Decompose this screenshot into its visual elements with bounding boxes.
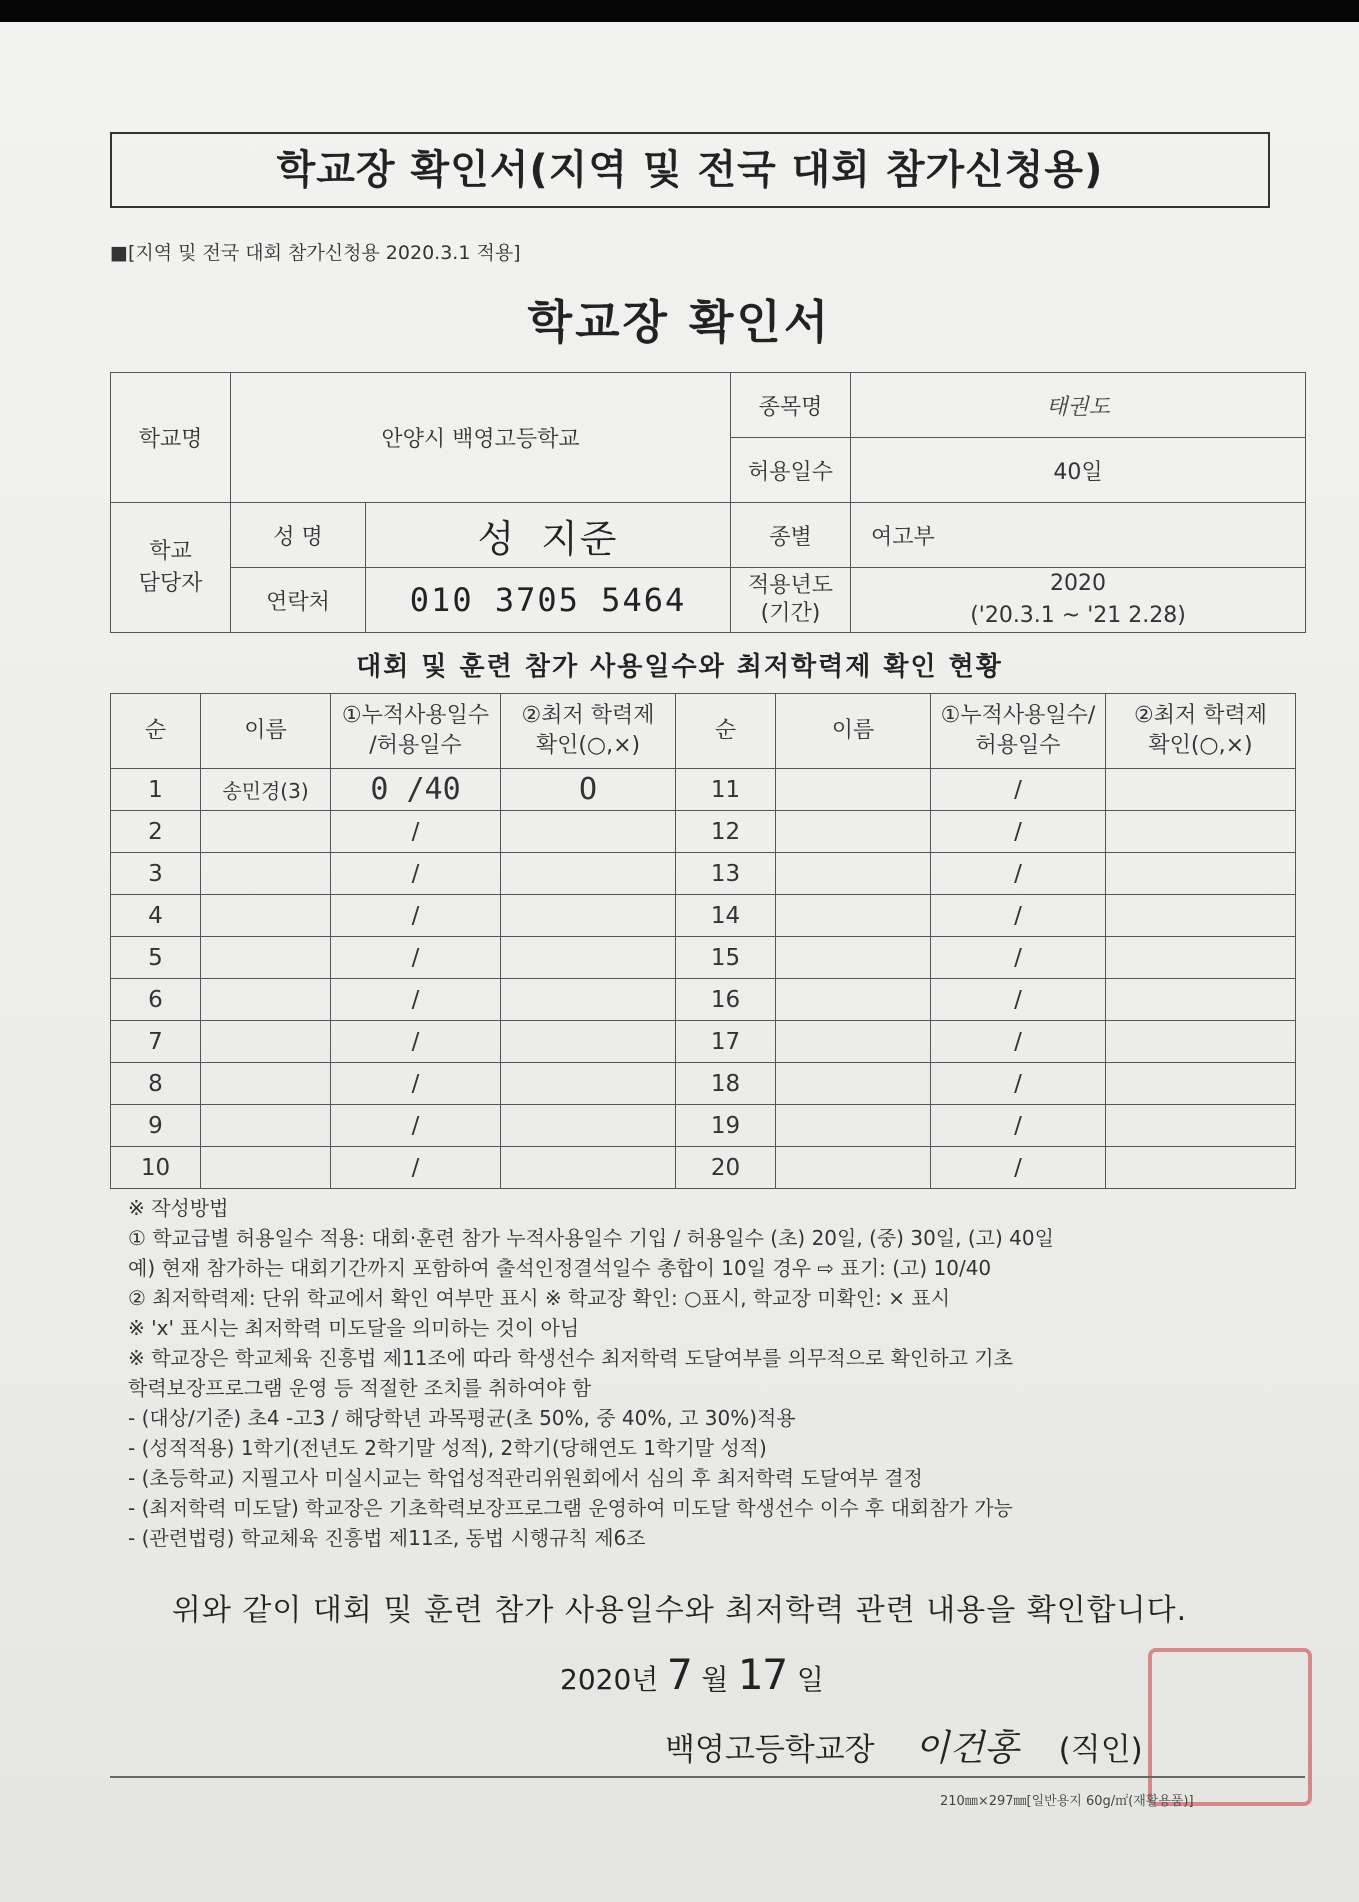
row-days-left: / — [331, 979, 501, 1021]
row-min-right — [1106, 1105, 1296, 1147]
row-days-left: / — [331, 811, 501, 853]
row-min-left: O — [501, 769, 676, 811]
instruction-line: ※ 작성방법 — [128, 1196, 229, 1220]
row-days-right: / — [931, 895, 1106, 937]
period-value: ('20.3.1 ~ '21 2.28) — [970, 603, 1186, 628]
row-no-right: 14 — [676, 895, 776, 937]
row-no-left: 6 — [111, 979, 201, 1021]
row-min-left — [501, 895, 676, 937]
row-days-right: / — [931, 1021, 1106, 1063]
instruction-line: - (성적적용) 1학기(전년도 2학기말 성적), 2학기(당해연도 1학기말 성적) — [128, 1436, 767, 1460]
row-name-left — [201, 811, 331, 853]
row-days-right: / — [931, 979, 1106, 1021]
year-value: 2020 — [1050, 571, 1107, 596]
event-label: 종목명 — [731, 373, 851, 438]
date-month-unit: 월 — [701, 1663, 729, 1696]
row-name-left: 송민경(3) — [201, 769, 331, 811]
bottom-rule — [110, 1776, 1305, 1778]
col-days-left: ①누적사용일수 /허용일수 — [331, 694, 501, 769]
col-name-left: 이름 — [201, 694, 331, 769]
name-label: 성 명 — [231, 503, 366, 568]
col-days-right: ①누적사용일수/ 허용일수 — [931, 694, 1106, 769]
year-cell — [851, 568, 1306, 633]
row-days-left: / — [331, 1063, 501, 1105]
row-min-right — [1106, 1147, 1296, 1189]
row-days-right: / — [931, 769, 1106, 811]
row-no-right: 13 — [676, 853, 776, 895]
instructions — [128, 1193, 1288, 1553]
row-days-left: / — [331, 1147, 501, 1189]
table-row — [111, 1105, 1296, 1147]
row-name-right — [776, 937, 931, 979]
instruction-line: ※ 'x' 표시는 최저학력 미도달을 의미하는 것이 아님 — [128, 1316, 580, 1340]
row-no-right: 16 — [676, 979, 776, 1021]
date-month: 7 — [667, 1650, 693, 1699]
status-table — [110, 693, 1296, 1189]
instruction-line: - (관련법령) 학교체육 진흥법 제11조, 동법 시행규칙 제6조 — [128, 1526, 646, 1550]
principal-signature-line — [665, 1720, 1143, 1771]
instruction-line: ※ 학교장은 학교체육 진흥법 제11조에 따라 학생선수 최저학력 도달여부를 의무적으로 확인하고 기초 — [128, 1346, 1013, 1370]
row-no-right: 15 — [676, 937, 776, 979]
instruction-line: - (대상/기준) 초4 -고3 / 해당학년 과목평균(초 50%, 중 40%, 고 30%)적용 — [128, 1406, 796, 1430]
row-name-right — [776, 979, 931, 1021]
row-name-left — [201, 853, 331, 895]
col-min-right: ②최저 학력제 확인(○,×) — [1106, 694, 1296, 769]
row-no-left: 7 — [111, 1021, 201, 1063]
row-min-right — [1106, 937, 1296, 979]
info-table — [110, 372, 1306, 633]
row-no-right: 17 — [676, 1021, 776, 1063]
kind-value: 여고부 — [851, 503, 1306, 568]
paper-spec: 210㎜×297㎜[일반용지 60g/㎡(재활용품)] — [940, 1794, 1194, 1809]
date-day-unit: 일 — [796, 1663, 824, 1696]
header-title: 학교장 확인서(지역 및 전국 대회 참가신청용) — [110, 132, 1270, 208]
row-days-right: / — [931, 853, 1106, 895]
row-min-right — [1106, 895, 1296, 937]
row-days-left: / — [331, 937, 501, 979]
principal-label: 백영고등학교장 — [665, 1732, 875, 1768]
instruction-line: ② 최저학력제: 단위 학교에서 확인 여부만 표시 ※ 학교장 확인: ○표시, 학교장 미확인: × 표시 — [128, 1286, 951, 1310]
row-name-right — [776, 1063, 931, 1105]
row-no-right: 19 — [676, 1105, 776, 1147]
row-no-left: 10 — [111, 1147, 201, 1189]
row-min-right — [1106, 1063, 1296, 1105]
event-value: 태권도 — [851, 373, 1306, 438]
col-no-left: 순 — [111, 694, 201, 769]
table-row — [111, 895, 1296, 937]
row-min-right — [1106, 853, 1296, 895]
main-title: 학교장 확인서 — [527, 295, 832, 349]
instruction-line: ① 학교급별 허용일수 적용: 대회·훈련 참가 누적사용일수 기입 / 허용일수 (초) 20일, (중) 30일, (고) 40일 — [128, 1226, 1054, 1250]
row-min-left — [501, 1147, 676, 1189]
table-header — [111, 694, 1296, 769]
row-days-left: 0 /40 — [331, 769, 501, 811]
row-no-right: 18 — [676, 1063, 776, 1105]
row-days-right: / — [931, 1063, 1106, 1105]
manager-label: 학교 담당자 — [111, 503, 231, 633]
kind-label: 종별 — [731, 503, 851, 568]
row-days-left: / — [331, 1105, 501, 1147]
row-name-left — [201, 937, 331, 979]
table-row — [111, 769, 1296, 811]
name-value: 성 지준 — [366, 503, 731, 568]
date-day: 17 — [737, 1650, 788, 1699]
row-no-left: 2 — [111, 811, 201, 853]
row-min-left — [501, 853, 676, 895]
row-name-right — [776, 895, 931, 937]
row-days-right: / — [931, 1147, 1106, 1189]
instruction-line: - (초등학교) 지필고사 미실시교는 학업성적관리위원회에서 심의 후 최저학력 도달여부 결정 — [128, 1466, 923, 1490]
row-min-left — [501, 1105, 676, 1147]
row-name-left — [201, 1105, 331, 1147]
col-name-right: 이름 — [776, 694, 931, 769]
row-min-right — [1106, 769, 1296, 811]
row-name-right — [776, 811, 931, 853]
sign-date — [560, 1650, 824, 1699]
row-name-right — [776, 1147, 931, 1189]
row-no-left: 3 — [111, 853, 201, 895]
contact-label: 연락처 — [231, 568, 366, 633]
row-no-right: 12 — [676, 811, 776, 853]
row-no-right: 20 — [676, 1147, 776, 1189]
row-min-left — [501, 937, 676, 979]
row-name-left — [201, 1063, 331, 1105]
school-seal — [1148, 1648, 1312, 1806]
table-row — [111, 1147, 1296, 1189]
table-row — [111, 937, 1296, 979]
instruction-line: - (최저학력 미도달) 학교장은 기초학력보장프로그램 운영하여 미도달 학생선수 이수 후 대회참가 가능 — [128, 1496, 1013, 1520]
col-no-right: 순 — [676, 694, 776, 769]
row-name-left — [201, 895, 331, 937]
row-days-right: / — [931, 1105, 1106, 1147]
row-no-right: 11 — [676, 769, 776, 811]
date-year: 2020년 — [560, 1663, 659, 1696]
table-row — [111, 979, 1296, 1021]
row-days-left: / — [331, 895, 501, 937]
row-name-right — [776, 853, 931, 895]
instruction-line: 학력보장프로그램 운영 등 적절한 조치를 취하여야 함 — [128, 1376, 592, 1400]
row-min-left — [501, 811, 676, 853]
apply-note: ■[지역 및 전국 대회 참가신청용 2020.3.1 적용] — [110, 242, 521, 264]
row-no-left: 5 — [111, 937, 201, 979]
row-min-left — [501, 1063, 676, 1105]
row-name-left — [201, 1021, 331, 1063]
school-label: 학교명 — [111, 373, 231, 503]
row-min-right — [1106, 979, 1296, 1021]
row-min-right — [1106, 811, 1296, 853]
contact-value: 010 3705 5464 — [366, 568, 731, 633]
status-title: 대회 및 훈련 참가 사용일수와 최저학력제 확인 현황 — [356, 652, 1003, 682]
table-row — [111, 1063, 1296, 1105]
seal-label: (직인) — [1058, 1732, 1143, 1768]
row-days-left: / — [331, 1021, 501, 1063]
allowed-label: 허용일수 — [731, 438, 851, 503]
row-no-left: 8 — [111, 1063, 201, 1105]
row-no-left: 9 — [111, 1105, 201, 1147]
confirm-text: 위와 같이 대회 및 훈련 참가 사용일수와 최저학력 관련 내용을 확인합니다. — [171, 1593, 1188, 1628]
row-name-right — [776, 769, 931, 811]
top-bar — [0, 0, 1359, 22]
row-no-left: 4 — [111, 895, 201, 937]
row-days-right: / — [931, 811, 1106, 853]
table-row — [111, 811, 1296, 853]
instruction-line: 예) 현재 참가하는 대회기간까지 포함하여 출석인정결석일수 총합이 10일 경우 ⇨ 표기: (고) 10/40 — [128, 1256, 992, 1280]
school-value: 안양시 백영고등학교 — [231, 373, 731, 503]
year-label: 적용년도 (기간) — [731, 568, 851, 633]
row-name-right — [776, 1105, 931, 1147]
allowed-value: 40일 — [851, 438, 1306, 503]
table-row — [111, 853, 1296, 895]
row-min-right — [1106, 1021, 1296, 1063]
principal-signature: 이건홍 — [914, 1728, 1019, 1769]
row-min-left — [501, 1021, 676, 1063]
row-name-left — [201, 979, 331, 1021]
table-row — [111, 1021, 1296, 1063]
row-days-right: / — [931, 937, 1106, 979]
row-min-left — [501, 979, 676, 1021]
row-name-left — [201, 1147, 331, 1189]
row-no-left: 1 — [111, 769, 201, 811]
row-days-left: / — [331, 853, 501, 895]
row-name-right — [776, 1021, 931, 1063]
col-min-left: ②최저 학력제 확인(○,×) — [501, 694, 676, 769]
